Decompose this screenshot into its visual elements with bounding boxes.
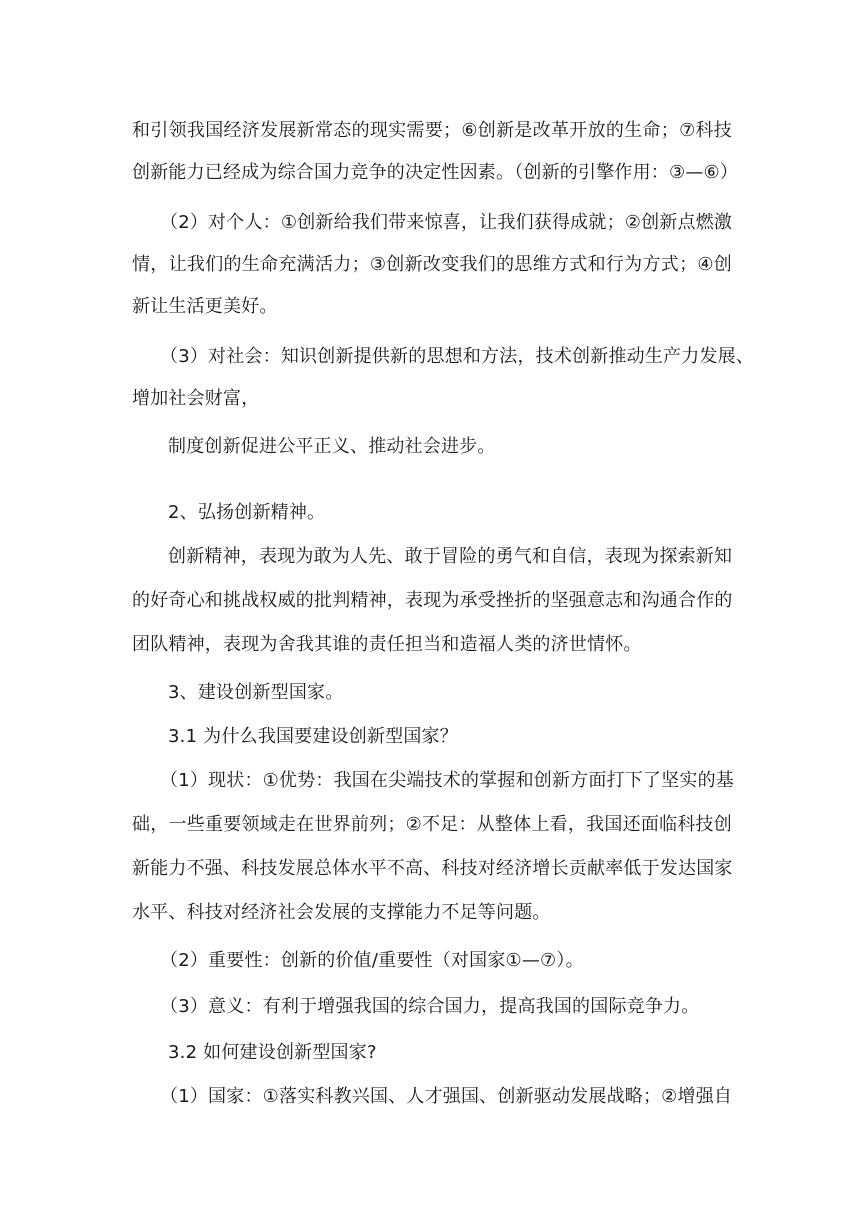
- paragraph-line: （3）意义：有利于增强我国的综合国力，提高我国的国际竞争力。: [160, 996, 700, 1017]
- paragraph-line: 的好奇心和挑战权威的批判精神，表现为承受挫折的坚强意志和沟通合作的: [132, 590, 733, 611]
- paragraph-line: 团队精神，表现为舍我其谁的责任担当和造福人类的济世情怀。: [132, 634, 642, 655]
- paragraph-line: （2）重要性：创新的价值/重要性（对国家①—⑦）。: [160, 950, 584, 971]
- section-heading: 2、弘扬创新精神。: [168, 502, 326, 523]
- paragraph-line: 创新精神，表现为敢为人先、敢于冒险的勇气和自信，表现为探索新知: [168, 546, 733, 567]
- paragraph-line: 制度创新促进公平正义、推动社会进步。: [168, 436, 496, 457]
- paragraph-line: 新让生活更美好。: [132, 296, 278, 317]
- subsection-heading: 3.1 为什么我国要建设创新型国家？: [168, 726, 458, 747]
- paragraph-line: （1）国家：①落实科教兴国、人才强国、创新驱动发展战略；②增强自: [160, 1086, 733, 1107]
- subsection-heading: 3.2 如何建设创新型国家?: [168, 1042, 377, 1063]
- paragraph-line: 和引领我国经济发展新常态的现实需要；⑥创新是改革开放的生命；⑦科技: [132, 120, 732, 141]
- paragraph-line: （2）对个人：①创新给我们带来惊喜，让我们获得成就；②创新点燃激: [160, 212, 733, 233]
- paragraph-line: （1）现状：①优势：我国在尖端技术的掌握和创新方面打下了坚实的基: [160, 770, 734, 791]
- section-heading: 3、建设创新型国家。: [168, 682, 344, 703]
- paragraph-line: （3）对社会：知识创新提供新的思想和方法，技术创新推动生产力发展、: [160, 346, 755, 367]
- paragraph-line: 增加社会财富，: [132, 388, 260, 409]
- paragraph-line: 水平、科技对经济社会发展的支撑能力不足等问题。: [132, 902, 551, 923]
- paragraph-line: 情，让我们的生命充满活力；③创新改变我们的思维方式和行为方式；④创: [132, 254, 732, 275]
- paragraph-line: 新能力不强、科技发展总体水平不高、科技对经济增长贡献率低于发达国家: [132, 858, 733, 879]
- paragraph-line: 创新能力已经成为综合国力竞争的决定性因素。（创新的引擎作用：③—⑥）: [132, 162, 739, 183]
- paragraph-line: 础，一些重要领域走在世界前列；②不足：从整体上看，我国还面临科技创: [132, 814, 732, 835]
